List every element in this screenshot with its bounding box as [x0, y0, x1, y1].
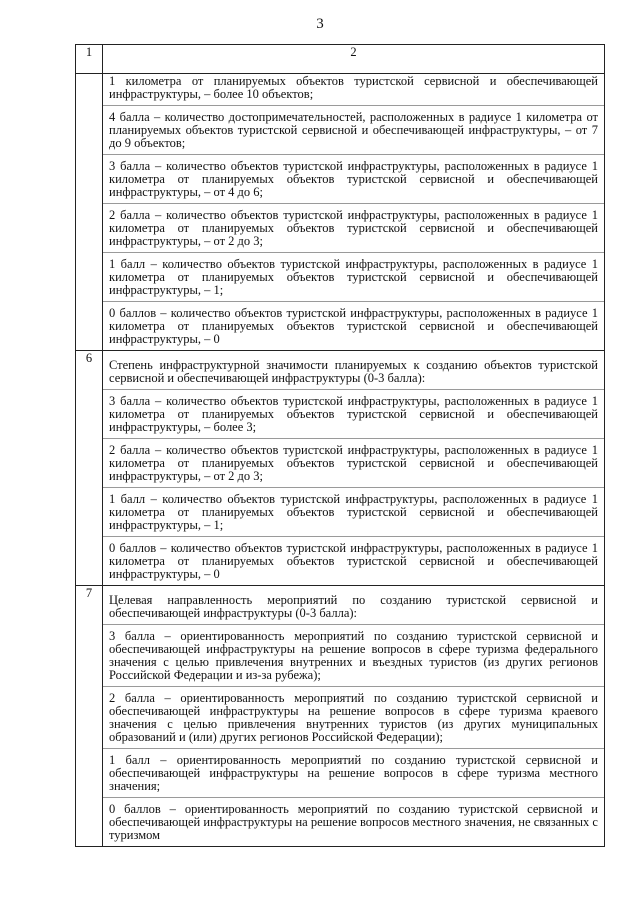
- table-header-row: [76, 45, 605, 74]
- criterion-paragraph: 1 балл – количество объектов туристской инфраструктуры, расположенных в радиусе 1 километра от планируемых объектов туристской сервисной и обеспечивающей инфраструктуры, – 1;: [103, 487, 604, 536]
- criterion-paragraph: 2 балла – количество объектов туристской инфраструктуры, расположенных в радиусе 1 километра от планируемых объектов туристской сервисной и обеспечивающей инфраструктуры, – от 2 до 3;: [103, 438, 604, 487]
- page-number: 3: [316, 16, 324, 32]
- criterion-paragraph: 3 балла – количество объектов туристской инфраструктуры, расположенных в радиусе 1 километра от планируемых объектов туристской сервисной и обеспечивающей инфраструктуры, – более 3;: [103, 389, 604, 438]
- criterion-title: Степень инфраструктурной значимости планируемых к созданию объектов туристской сервисной и обеспечивающей инфраструктуры (0-3 балла):: [109, 358, 598, 385]
- criterion-title: Целевая направленность мероприятий по созданию туристской сервисной и обеспечивающей инфраструктуры (0-3 балла):: [109, 593, 598, 620]
- criterion-paragraph: 1 балл – ориентированность мероприятий по созданию туристской сервисной и обеспечивающей инфраструктуры на решение вопросов в сфере туризма местного значения;: [103, 748, 604, 797]
- criterion-paragraph: 0 баллов – количество объектов туристской инфраструктуры, расположенных в радиусе 1 километра от планируемых объектов туристской сервисной и обеспечивающей инфраструктуры, – 0: [103, 536, 604, 585]
- table-row: [76, 586, 605, 847]
- criterion-paragraph: 1 километра от планируемых объектов туристской сервисной и обеспечивающей инфраструктуры, – более 10 объектов;: [109, 74, 598, 101]
- row-content: [103, 586, 605, 847]
- criterion-paragraph: 4 балла – количество достопримечательностей, расположенных в радиусе 1 километра от планируемых объектов туристской сервисной и обеспечивающей инфраструктуры, – от 7 до 9 объектов;: [103, 105, 604, 154]
- row-number: [76, 74, 103, 351]
- criterion-paragraph: 2 балла – количество объектов туристской инфраструктуры, расположенных в радиусе 1 километра от планируемых объектов туристской сервисной и обеспечивающей инфраструктуры, – от 2 до 3;: [103, 203, 604, 252]
- criterion-paragraph: 2 балла – ориентированность мероприятий по созданию туристской сервисной и обеспечивающей инфраструктуры на решение вопросов в сфере туризма краевого значения с целью привлечения внутренних туристов (из других муниципальных образований и (или) других регионов Российской Федерации);: [103, 686, 604, 748]
- row-number: 6: [76, 351, 103, 586]
- criterion-paragraph: 0 баллов – количество объектов туристской инфраструктуры, расположенных в радиусе 1 километра от планируемых объектов туристской сервисной и обеспечивающей инфраструктуры, – 0: [103, 301, 604, 350]
- row-content: [103, 351, 605, 586]
- row-number: 7: [76, 586, 103, 847]
- criterion-paragraph: 3 балла – ориентированность мероприятий по созданию туристской сервисной и обеспечивающей инфраструктуры на решение вопросов в сфере туризма федерального значения с целью привлечения внутренних и въездных туристов (из других регионов Российской Федерации и из-за рубежа);: [103, 624, 604, 686]
- row-content: [103, 74, 605, 351]
- header-col-1: 1: [76, 45, 103, 74]
- table-row: [76, 74, 605, 351]
- criteria-table: [75, 44, 605, 847]
- criterion-paragraph: 0 баллов – ориентированность мероприятий по созданию туристской сервисной и обеспечивающей инфраструктуры на решение вопросов местного значения, не связанных с туризмом: [103, 797, 604, 846]
- header-col-2: 2: [103, 45, 605, 74]
- criterion-paragraph: 1 балл – количество объектов туристской инфраструктуры, расположенных в радиусе 1 километра от планируемых объектов туристской сервисной и обеспечивающей инфраструктуры, – 1;: [103, 252, 604, 301]
- criterion-paragraph: 3 балла – количество объектов туристской инфраструктуры, расположенных в радиусе 1 километра от планируемых объектов туристской сервисной и обеспечивающей инфраструктуры, – от 4 до 6;: [103, 154, 604, 203]
- table-row: [76, 351, 605, 586]
